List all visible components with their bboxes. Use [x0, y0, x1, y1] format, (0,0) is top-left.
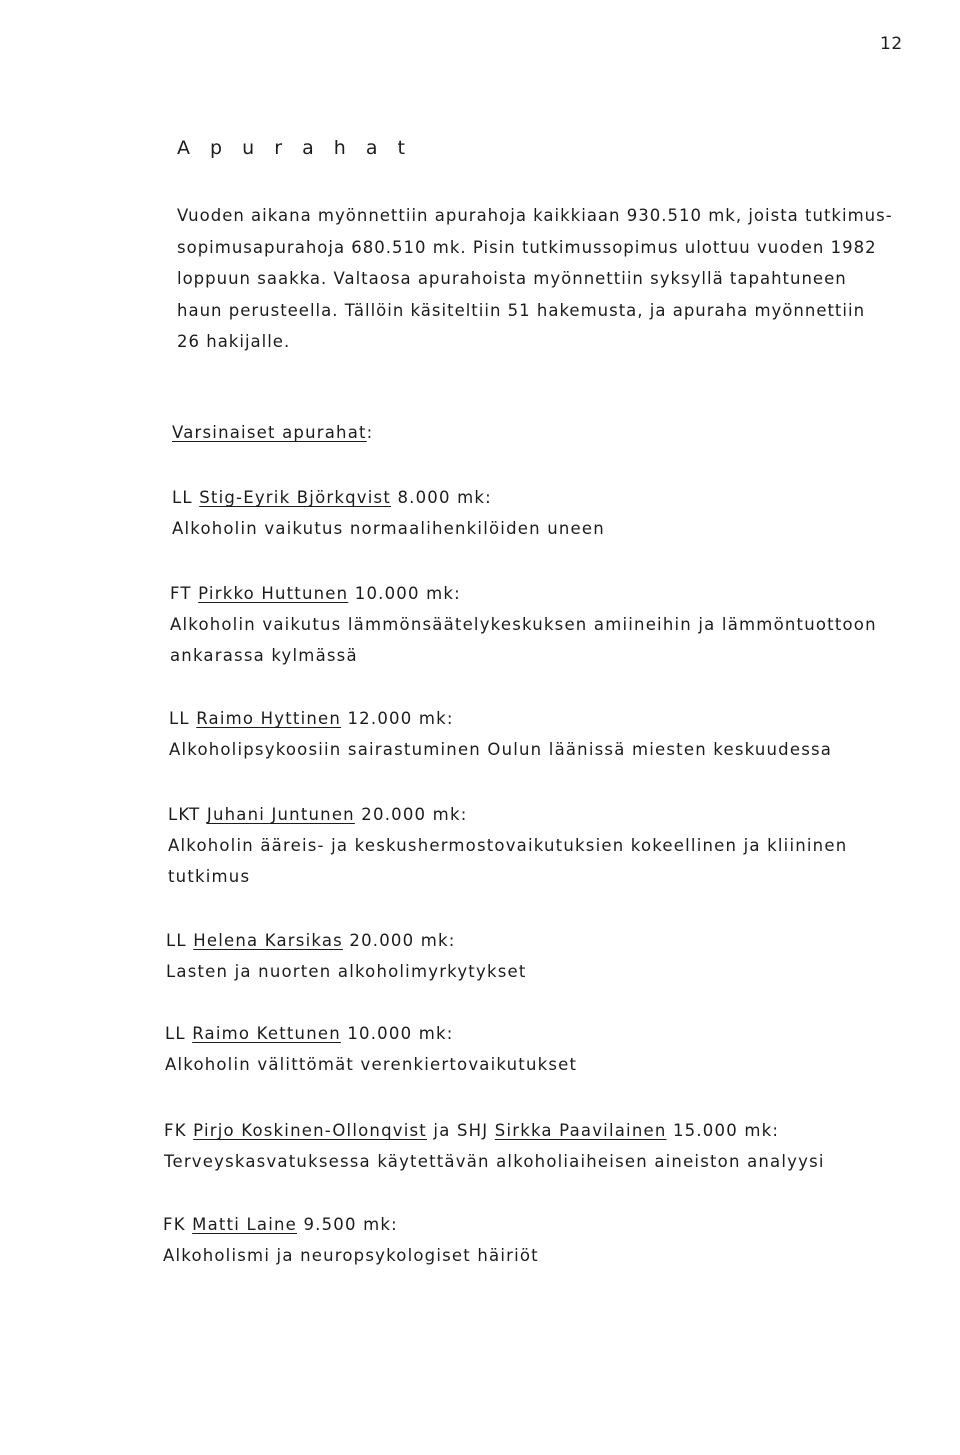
section-heading-text: Varsinaiset apurahat — [172, 423, 367, 442]
grant-amount: 20.000 mk: — [349, 931, 456, 950]
grant-topic-line: Alkoholin ääreis- ja keskushermostovaikutuksien kokeellinen ja kliininen — [168, 836, 848, 855]
grant-topic-line: Alkoholipsykoosiin sairastuminen Oulun läänissä miesten keskuudessa — [169, 740, 833, 759]
grant-amount: 8.000 mk: — [397, 488, 492, 507]
grant-topic — [164, 1146, 960, 1177]
grant-recipient-name: Pirkko Huttunen — [198, 584, 349, 603]
grant-entry — [163, 1209, 960, 1271]
section-heading — [172, 423, 373, 442]
grant-header — [168, 799, 960, 830]
grant-header — [172, 482, 960, 513]
section-heading-colon: : — [366, 423, 374, 442]
grant-recipient-title: FK — [164, 1121, 187, 1140]
grant-recipient-title: LKT — [168, 805, 201, 824]
page-title: A p u r a h a t — [177, 137, 412, 159]
grant-recipient-name: Raimo Kettunen — [192, 1024, 341, 1043]
grant-header — [170, 578, 960, 609]
grant-recipient-title: LL — [169, 709, 190, 728]
grant-recipient-title: LL — [172, 488, 193, 507]
grant-topic-line: Terveyskasvatuksessa käytettävän alkoholiaiheisen aineiston analyysi — [164, 1152, 825, 1171]
grant-entry — [172, 482, 960, 544]
intro-line: 26 hakijalle. — [177, 332, 291, 351]
grant-topic — [163, 1240, 960, 1271]
grant-entry — [170, 578, 960, 671]
grant-recipient-name: Stig-Eyrik Björkqvist — [199, 488, 391, 507]
grant-recipient-title: LL — [166, 931, 187, 950]
grant-header — [169, 703, 960, 734]
grant-topic — [170, 609, 960, 671]
intro-paragraph — [177, 200, 957, 358]
grant-recipient-name-2: Sirkka Paavilainen — [494, 1121, 667, 1140]
grant-topic — [165, 1049, 960, 1080]
grant-recipient-name: Matti Laine — [192, 1215, 297, 1234]
grant-topic — [172, 513, 960, 544]
grant-entry — [165, 1018, 960, 1080]
grant-header — [165, 1018, 960, 1049]
intro-line: Vuoden aikana myönnettiin apurahoja kaikkiaan 930.510 mk, joista tutkimus- — [177, 206, 893, 225]
grant-recipient-name: Juhani Juntunen — [206, 805, 355, 824]
grant-connector: ja SHJ — [433, 1121, 489, 1140]
grant-topic — [168, 830, 960, 892]
grant-recipient-name: Raimo Hyttinen — [196, 709, 342, 728]
grant-entry — [164, 1115, 960, 1177]
grant-topic — [169, 734, 960, 765]
intro-line: haun perusteella. Tällöin käsiteltiin 51 hakemusta, ja apuraha myönnettiin — [177, 300, 866, 320]
grant-header — [164, 1115, 960, 1146]
grant-amount: 15.000 mk: — [672, 1121, 780, 1140]
intro-line: loppuun saakka. Valtaosa apurahoista myönnettiin syksyllä tapahtuneen — [177, 269, 847, 288]
grant-amount: 10.000 mk: — [347, 1024, 454, 1043]
grant-topic — [166, 956, 960, 987]
grant-amount: 9.500 mk: — [303, 1215, 398, 1234]
grant-recipient-title: LL — [165, 1024, 186, 1043]
grant-topic-line: Alkoholismi ja neuropsykologiset häiriöt — [163, 1246, 539, 1265]
intro-line: sopimusapurahoja 680.510 mk. Pisin tutkimussopimus ulottuu vuoden 1982 — [177, 237, 877, 257]
grant-amount: 10.000 mk: — [354, 584, 461, 603]
grant-topic-line: Lasten ja nuorten alkoholimyrkytykset — [166, 962, 527, 981]
grant-topic-line: Alkoholin välittömät verenkiertovaikutukset — [165, 1055, 578, 1074]
page-number: 12 — [880, 34, 903, 54]
grant-entry — [169, 703, 960, 765]
grant-topic-line: ankarassa kylmässä — [170, 646, 358, 665]
grant-header — [166, 925, 960, 956]
grant-amount: 12.000 mk: — [347, 709, 454, 728]
grant-topic-line: tutkimus — [168, 867, 251, 886]
grant-recipient-title: FK — [163, 1215, 186, 1234]
grant-entry — [166, 925, 960, 987]
grant-topic-line: Alkoholin vaikutus normaalihenkilöiden uneen — [172, 519, 605, 538]
grant-entry — [168, 799, 960, 892]
grant-header — [163, 1209, 960, 1240]
grant-recipient-title: FT — [170, 584, 192, 603]
grant-recipient-name: Pirjo Koskinen-Ollonqvist — [193, 1121, 427, 1140]
grant-recipient-name: Helena Karsikas — [193, 931, 343, 950]
grant-amount: 20.000 mk: — [361, 805, 468, 824]
grant-topic-line: Alkoholin vaikutus lämmönsäätelykeskuksen amiineihin ja lämmöntuottoon — [170, 615, 877, 634]
